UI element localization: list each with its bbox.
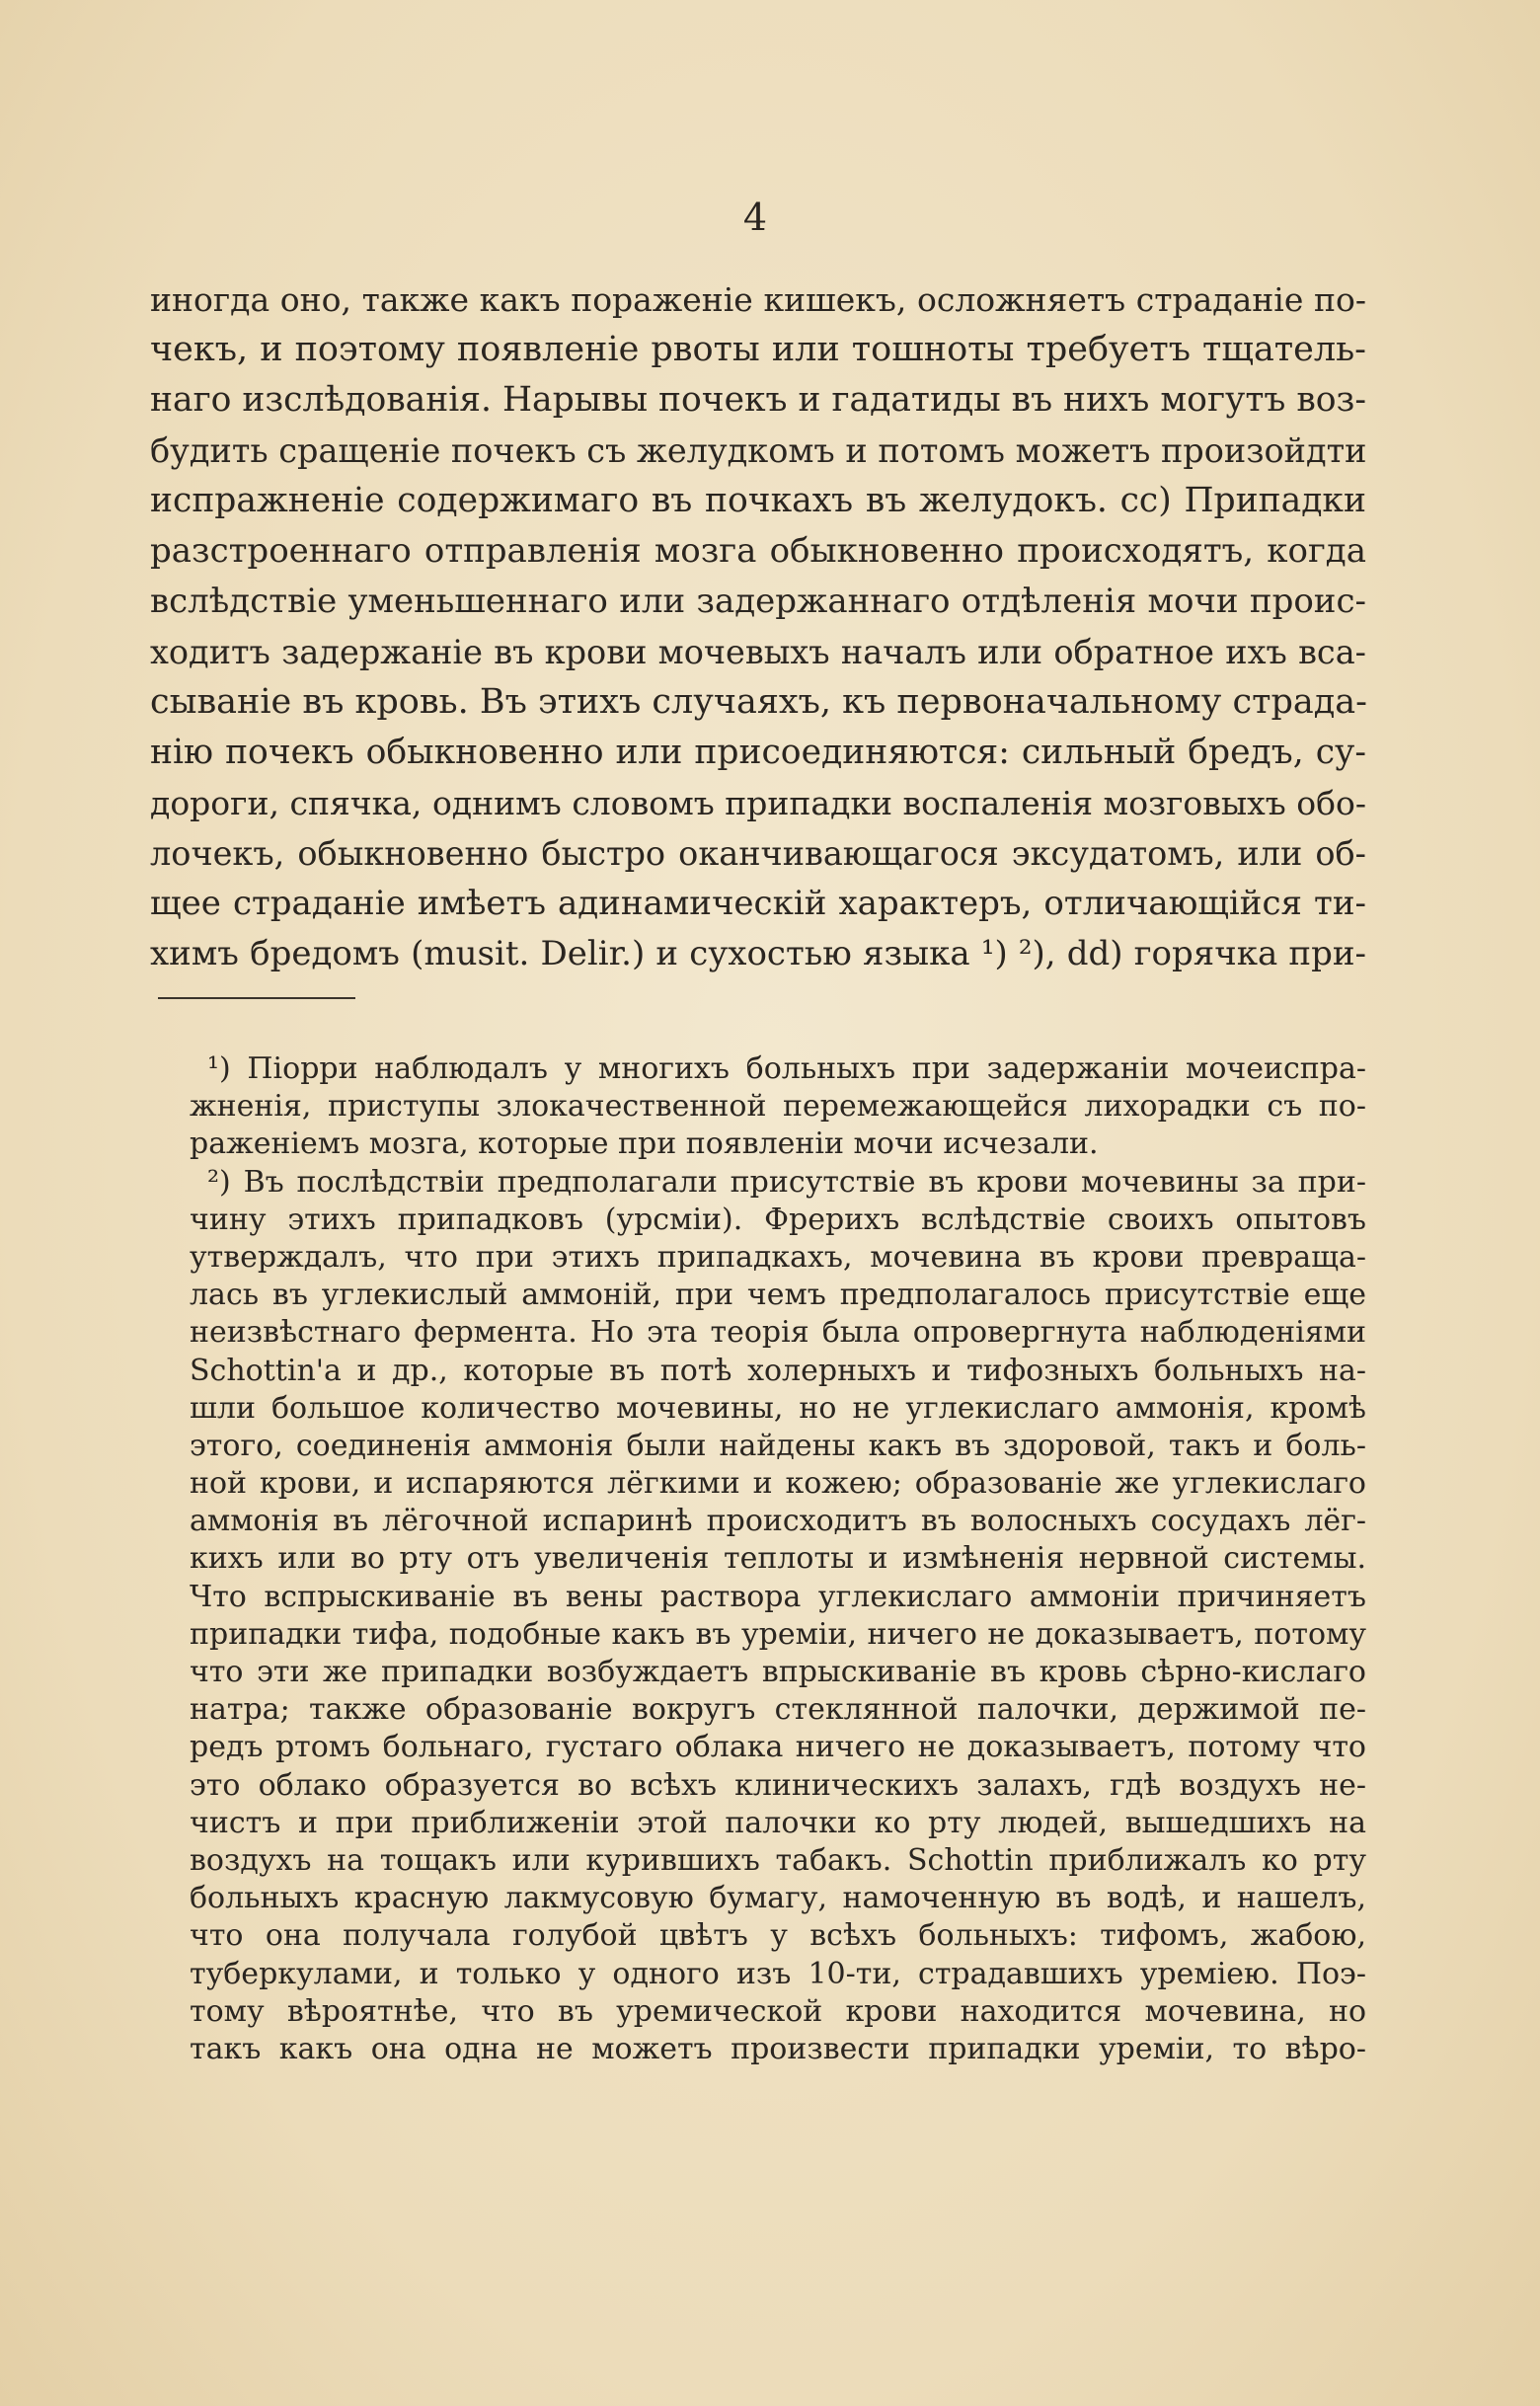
footnote-line: ²) Въ послѣдствіи предполагали присутствіе въ крови мочевины за при- (207, 1164, 1366, 1200)
text-line: сываніе въ кровь. Въ этихъ случаяхъ, къ первоначальному страда- (150, 682, 1367, 722)
footnote-line: лась въ углекислый аммоній, при чемъ предполагалось присутствіе еще (190, 1278, 1366, 1313)
text-line: химъ бредомъ (musit. Delir.) и сухостью языка ¹) ²), dd) горячка при- (150, 934, 1366, 973)
page-number: 4 (742, 195, 768, 239)
footnote-line: этого, соединенія аммонія были найдены какъ въ здоровой, такъ и боль- (190, 1428, 1366, 1463)
main-text-block (150, 274, 1366, 979)
footnote-line: аммонія въ лёгочной испаринѣ происходитъ въ волосныхъ сосудахъ лёг- (190, 1504, 1366, 1539)
text-line: иногда оно, также какъ пораженіе кишекъ, осложняетъ страданіе по- (150, 280, 1366, 319)
footnote-line: туберкулами, и только у одного изъ 10-ти, страдавшихъ уреміею. Поэ- (190, 1956, 1366, 1991)
footnote-line: Schottin'a и др., которые въ потѣ холерныхъ и тифозныхъ больныхъ на- (190, 1353, 1366, 1388)
footnote-line: Что вспрыскиваніе въ вены раствора углекислаго аммоніи причиняетъ (190, 1579, 1366, 1614)
footnote-line: кихъ или во рту отъ увеличенія теплоты и измѣненія нервной системы. (190, 1541, 1366, 1577)
footnote-line: раженіемъ мозга, которые при появленіи мочи исчезали. (190, 1126, 1099, 1162)
text-line: нію почекъ обыкновенно или присоединяются: сильный бредъ, су- (150, 733, 1366, 772)
footnote-1 (190, 1050, 1366, 1164)
footnotes-block (190, 1050, 1366, 2068)
footnote-line: ¹) Піорри наблюдалъ у многихъ больныхъ при задержаніи мочеиспра- (207, 1051, 1366, 1086)
footnote-line: тому вѣроятнѣе, что въ уремической крови находится мочевина, но (190, 1993, 1366, 2029)
text-line: будить сращеніе почекъ съ желудкомъ и потомъ можетъ произойдти (150, 431, 1367, 470)
footnote-line: это облако образуется во всѣхъ клиническихъ залахъ, гдѣ воздухъ не- (190, 1767, 1366, 1803)
footnote-line: редъ ртомъ больнаго, густаго облака ничего не доказываетъ, потому что (190, 1730, 1366, 1765)
footnote-line: воздухъ на тощакъ или курившихъ табакъ. Schottin приближалъ ко рту (190, 1842, 1366, 1878)
text-line: чекъ, и поэтому появленіе рвоты или тошноты требуетъ тщатель- (150, 330, 1366, 369)
footnote-line: ной крови, и испаряются лёгкими и кожею; образованіе же углекислаго (190, 1466, 1366, 1502)
footnote-line: чину этихъ припадковъ (урсміи). Фрерихъ вслѣдствіе своихъ опытовъ (190, 1202, 1366, 1237)
text-line: дороги, спячка, однимъ словомъ припадки воспаленія мозговыхъ обо- (150, 784, 1366, 822)
text-line: разстроеннаго отправленія мозга обыкновенно происходятъ, когда (150, 531, 1366, 571)
footnote-line: чистъ и при приближеніи этой палочки ко рту людей, вышедшихъ на (190, 1805, 1366, 1840)
text-line: вслѣдствіе уменьшеннаго или задержаннаго отдѣленія мочи проис- (150, 582, 1366, 621)
text-line: ходитъ задержаніе въ крови мочевыхъ началъ или обратное ихъ вса- (150, 633, 1366, 671)
footnote-line: неизвѣстнаго фермента. Но эта теорія была опровергнута наблюденіями (190, 1315, 1366, 1351)
footnote-separator (158, 997, 355, 999)
footnote-line: утверждалъ, что при этихъ припадкахъ, мочевина въ крови превраща- (190, 1239, 1366, 1275)
footnote-line: шли большое количество мочевины, но не углекислаго аммонія, кромѣ (190, 1390, 1366, 1426)
text-line: щее страданіе имѣетъ адинамическій характеръ, отличающійся ти- (150, 884, 1366, 923)
footnote-line: натра; также образованіе вокругъ стеклянной палочки, держимой пе- (190, 1692, 1366, 1728)
footnote-2 (190, 1164, 1366, 2069)
footnote-line: припадки тифа, подобные какъ въ уреміи, ничего не доказываетъ, потому (190, 1616, 1366, 1652)
text-line: лочекъ, обыкновенно быстро оканчивающагося эксудатомъ, или об- (150, 834, 1366, 873)
footnote-line: что эти же припадки возбуждаетъ впрыскиваніе въ кровь сѣрно-кислаго (190, 1655, 1366, 1689)
footnote-line: больныхъ красную лакмусовую бумагу, намоченную въ водѣ, и нашелъ, (190, 1881, 1366, 1916)
footnote-line: жненія, приступы злокачественной перемежающейся лихорадки съ по- (190, 1089, 1366, 1125)
footnote-line: что она получала голубой цвѣтъ у всѣхъ больныхъ: тифомъ, жабою, (190, 1918, 1366, 1954)
text-line: наго изслѣдованія. Нарывы почекъ и гадатиды въ нихъ могутъ воз- (150, 380, 1366, 420)
footnote-line: такъ какъ она одна не можетъ произвести припадки уреміи, то вѣро- (190, 2031, 1366, 2066)
text-line: испражненіе содержимаго въ почкахъ въ желудокъ. cc) Припадки (150, 481, 1366, 520)
